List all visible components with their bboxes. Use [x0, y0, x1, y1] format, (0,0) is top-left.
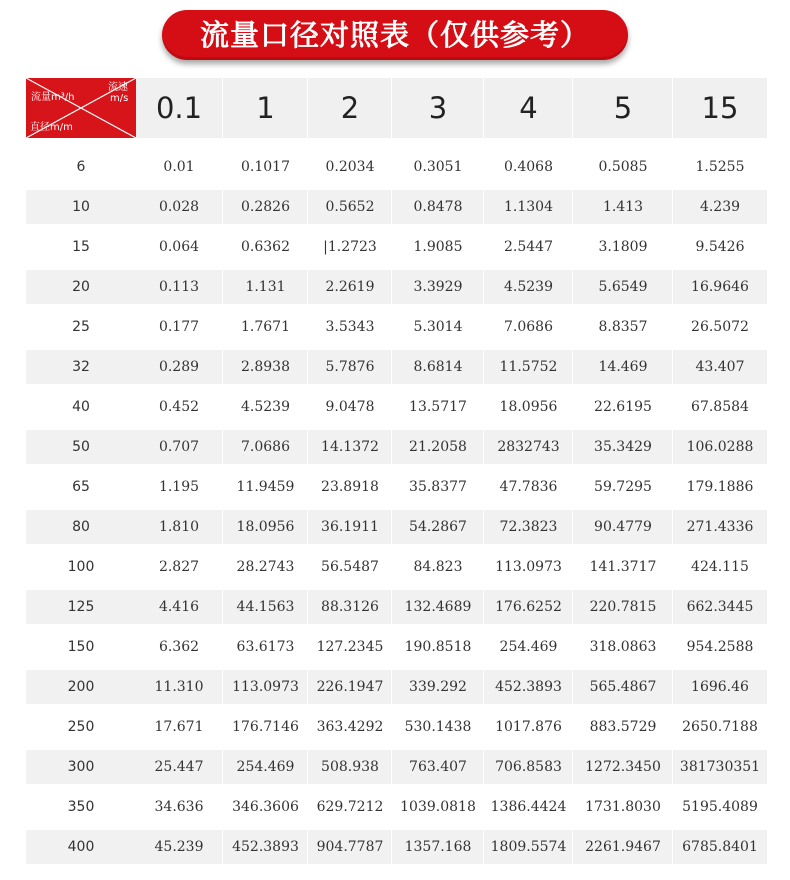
flow-value-cell: 5.3014	[391, 310, 484, 344]
flow-value-cell: 2650.7188	[672, 710, 767, 744]
diameter-cell: 25	[72, 319, 90, 335]
flow-value-cell: 4.5239	[222, 390, 308, 424]
table-row	[26, 630, 766, 664]
table-header-row	[26, 78, 766, 138]
velocity-header-4: 4	[483, 78, 573, 138]
table-row	[26, 830, 766, 864]
flow-value-cell: 141.3717	[572, 550, 673, 584]
diameter-cell: 50	[26, 430, 136, 464]
flow-value-cell: 662.3445	[672, 590, 767, 624]
flow-value-cell: 1809.5574	[483, 830, 573, 864]
velocity-header-1: 1	[222, 78, 308, 138]
flow-value-cell: 6.362	[158, 639, 200, 655]
flow-value-cell: 84.823	[391, 550, 484, 584]
title-banner	[162, 10, 628, 60]
flow-value-cell: 5195.4089	[672, 790, 767, 824]
diameter-cell: 150	[67, 639, 95, 655]
diameter-cell: 350	[67, 799, 95, 815]
flow-value-cell: 2261.9467	[572, 830, 673, 864]
flow-value-cell: 883.5729	[572, 710, 673, 744]
diameter-cell: 6	[76, 159, 86, 175]
diameter-cell: 250	[67, 719, 95, 735]
flow-value-cell: 113.0973	[483, 550, 573, 584]
table-row	[26, 430, 766, 464]
diameter-cell: 10	[26, 190, 136, 224]
table-row	[26, 670, 766, 704]
flow-value-cell: 34.636	[154, 799, 204, 815]
flow-value-cell: 9.5426	[672, 230, 767, 264]
speed-unit-label: m/s	[110, 93, 129, 104]
flow-value-cell: 0.064	[158, 239, 200, 255]
flow-value-cell: 954.2588	[672, 630, 767, 664]
flow-value-cell: 63.6173	[222, 630, 308, 664]
flow-value-cell: 0.289	[136, 350, 222, 384]
flow-value-cell: 0.5652	[307, 190, 392, 224]
flow-value-cell: 16.9646	[672, 270, 767, 304]
flow-value-cell: 0.028	[136, 190, 222, 224]
flow-value-cell: 318.0863	[572, 630, 673, 664]
flow-value-cell: 8.6814	[391, 350, 484, 384]
diameter-cell: 20	[26, 270, 136, 304]
flow-value-cell: 21.2058	[391, 430, 484, 464]
flow-value-cell: 7.0686	[222, 430, 308, 464]
flow-value-cell: 0.5085	[572, 150, 673, 184]
flow-value-cell: 132.4689	[391, 590, 484, 624]
flow-value-cell: 706.8583	[483, 750, 573, 784]
flow-value-cell: 13.5717	[391, 390, 484, 424]
table-row	[26, 350, 766, 384]
flow-value-cell: 106.0288	[672, 430, 767, 464]
flow-value-cell: 220.7815	[572, 590, 673, 624]
flow-value-cell: 35.3429	[572, 430, 673, 464]
flow-value-cell: 1.7671	[222, 310, 308, 344]
flow-value-cell: 0.1017	[222, 150, 308, 184]
velocity-header-0_1: 0.1	[136, 78, 222, 138]
flow-value-cell: 56.5487	[307, 550, 392, 584]
flow-value-cell: 4.239	[672, 190, 767, 224]
flow-value-cell: 452.3893	[483, 670, 573, 704]
flow-value-cell: 0.4068	[483, 150, 573, 184]
flow-value-cell: 1.131	[222, 270, 308, 304]
flow-value-cell: |1.2723	[307, 230, 392, 264]
diameter-cell: 125	[26, 590, 136, 624]
flow-value-cell: 2832743	[483, 430, 573, 464]
flow-value-cell: 18.0956	[483, 390, 573, 424]
flow-value-cell: 0.707	[136, 430, 222, 464]
flow-value-cell: 127.2345	[307, 630, 392, 664]
flow-value-cell: 26.5072	[672, 310, 767, 344]
flow-value-cell: 4.416	[136, 590, 222, 624]
flow-value-cell: 7.0686	[483, 310, 573, 344]
flow-value-cell: 5.7876	[307, 350, 392, 384]
flow-value-cell: 11.5752	[483, 350, 573, 384]
table-row	[26, 710, 766, 744]
flow-value-cell: 22.6195	[572, 390, 673, 424]
flow-value-cell: 28.2743	[222, 550, 308, 584]
flow-value-cell: 9.0478	[307, 390, 392, 424]
table-row	[26, 310, 766, 344]
flow-value-cell: 1696.46	[672, 670, 767, 704]
flow-value-cell: 17.671	[154, 719, 204, 735]
flow-value-cell: 90.4779	[572, 510, 673, 544]
diameter-unit-label: 直径m/m	[30, 122, 73, 133]
flow-value-cell: 14.1372	[307, 430, 392, 464]
flow-value-cell: 1386.4424	[483, 790, 573, 824]
flow-value-cell: 363.4292	[307, 710, 392, 744]
diameter-cell: 400	[26, 830, 136, 864]
table-row	[26, 510, 766, 544]
flow-value-cell: 530.1438	[391, 710, 484, 744]
flow-value-cell: 43.407	[672, 350, 767, 384]
flow-value-cell: 8.8357	[572, 310, 673, 344]
flow-value-cell: 2.5447	[483, 230, 573, 264]
flow-value-cell: 226.1947	[307, 670, 392, 704]
flow-value-cell: 1.5255	[672, 150, 767, 184]
flow-value-cell: 1039.0818	[391, 790, 484, 824]
flow-value-cell: 36.1911	[307, 510, 392, 544]
diameter-cell: 65	[72, 479, 90, 495]
diameter-cell: 15	[72, 239, 90, 255]
diameter-cell: 100	[67, 559, 95, 575]
flow-value-cell: 254.469	[483, 630, 573, 664]
flow-value-cell: 565.4867	[572, 670, 673, 704]
flow-value-cell: 14.469	[572, 350, 673, 384]
flow-value-cell: 2.2619	[307, 270, 392, 304]
flow-value-cell: 381730351	[672, 750, 767, 784]
flow-value-cell: 1731.8030	[572, 790, 673, 824]
speed-label: 流速	[108, 82, 128, 93]
diameter-cell: 40	[72, 399, 90, 415]
flow-value-cell: 0.01	[163, 159, 195, 175]
table-row	[26, 470, 766, 504]
flow-value-cell: 44.1563	[222, 590, 308, 624]
flow-value-cell: 72.3823	[483, 510, 573, 544]
flow-unit-label: 流量m³/h	[31, 92, 75, 103]
flow-value-cell: 346.3606	[222, 790, 308, 824]
flow-value-cell: 0.2826	[222, 190, 308, 224]
flow-value-cell: 113.0973	[222, 670, 308, 704]
flow-value-cell: 452.3893	[222, 830, 308, 864]
flow-value-cell: 3.1809	[572, 230, 673, 264]
table-row	[26, 270, 766, 304]
flow-value-cell: 508.938	[307, 750, 392, 784]
flow-value-cell: 0.2034	[307, 150, 392, 184]
flow-value-cell: 88.3126	[307, 590, 392, 624]
flow-value-cell: 1.1304	[483, 190, 573, 224]
flow-value-cell: 904.7787	[307, 830, 392, 864]
table-row	[26, 230, 766, 264]
flow-value-cell: 23.8918	[307, 470, 392, 504]
velocity-header-2: 2	[307, 78, 392, 138]
flow-value-cell: 47.7836	[483, 470, 573, 504]
diameter-cell: 200	[26, 670, 136, 704]
flow-value-cell: 45.239	[136, 830, 222, 864]
velocity-header-15: 15	[672, 78, 767, 138]
page-title: 流量口径对照表（仅供参考）	[199, 18, 590, 52]
table-row	[26, 150, 766, 184]
flow-value-cell: 176.6252	[483, 590, 573, 624]
flow-value-cell: 3.5343	[307, 310, 392, 344]
flow-value-cell: 1017.876	[483, 710, 573, 744]
flow-value-cell: 59.7295	[572, 470, 673, 504]
table-row	[26, 750, 766, 784]
flow-value-cell: 0.113	[136, 270, 222, 304]
flow-value-cell: 11.310	[136, 670, 222, 704]
flow-value-cell: 11.9459	[222, 470, 308, 504]
diameter-cell: 80	[26, 510, 136, 544]
flow-value-cell: 5.6549	[572, 270, 673, 304]
flow-value-cell: 0.6362	[222, 230, 308, 264]
flow-value-cell: 1.413	[572, 190, 673, 224]
flow-value-cell: 6785.8401	[672, 830, 767, 864]
flow-value-cell: 629.7212	[307, 790, 392, 824]
flow-value-cell: 1357.168	[391, 830, 484, 864]
flow-value-cell: 424.115	[672, 550, 767, 584]
flow-value-cell: 271.4336	[672, 510, 767, 544]
table-row	[26, 790, 766, 824]
flow-value-cell: 18.0956	[222, 510, 308, 544]
flow-value-cell: 190.8518	[391, 630, 484, 664]
velocity-header-5: 5	[572, 78, 673, 138]
table-row	[26, 550, 766, 584]
corner-header-cell	[26, 78, 136, 138]
flow-value-cell: 1272.3450	[572, 750, 673, 784]
flow-value-cell: 3.3929	[391, 270, 484, 304]
flow-value-cell: 4.5239	[483, 270, 573, 304]
velocity-header-3: 3	[391, 78, 484, 138]
flow-value-cell: 1.195	[158, 479, 200, 495]
flow-value-cell: 67.8584	[672, 390, 767, 424]
flow-value-cell: 179.1886	[672, 470, 767, 504]
diameter-cell: 300	[26, 750, 136, 784]
flow-value-cell: 2.8938	[222, 350, 308, 384]
flow-value-cell: 1.810	[136, 510, 222, 544]
flow-value-cell: 339.292	[391, 670, 484, 704]
diameter-cell: 32	[26, 350, 136, 384]
flow-value-cell: 0.3051	[391, 150, 484, 184]
table-row	[26, 190, 766, 224]
table-row	[26, 390, 766, 424]
flow-value-cell: 54.2867	[391, 510, 484, 544]
flow-value-cell: 0.177	[158, 319, 200, 335]
flow-value-cell: 254.469	[222, 750, 308, 784]
flow-value-cell: 35.8377	[391, 470, 484, 504]
table-row	[26, 590, 766, 624]
flow-value-cell: 2.827	[158, 559, 200, 575]
flow-value-cell: 0.8478	[391, 190, 484, 224]
flow-value-cell: 763.407	[391, 750, 484, 784]
flow-value-cell: 0.452	[158, 399, 200, 415]
flow-value-cell: 25.447	[136, 750, 222, 784]
flow-value-cell: 1.9085	[391, 230, 484, 264]
flow-value-cell: 176.7146	[222, 710, 308, 744]
